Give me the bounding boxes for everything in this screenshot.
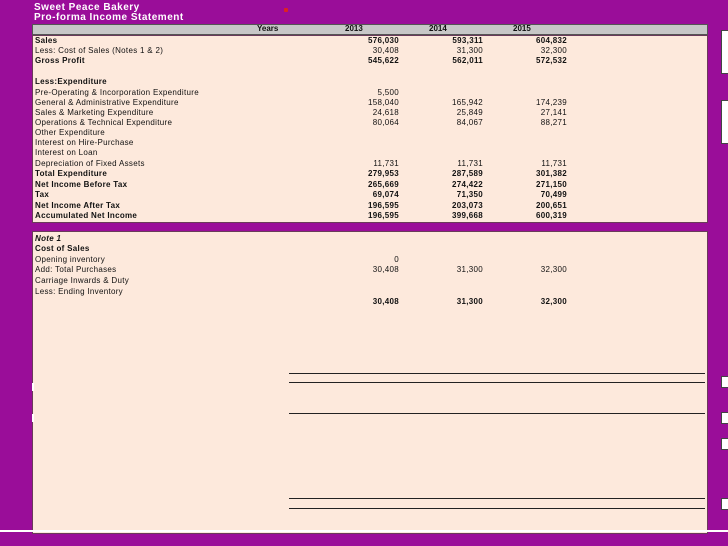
statement-row	[33, 201, 705, 211]
row-label: Interest on Hire-Purchase	[35, 138, 134, 147]
row-label: Pre-Operating & Incorporation Expenditure	[35, 88, 199, 97]
row-label: Net Income After Tax	[35, 201, 121, 210]
bottom-divider	[0, 530, 728, 532]
value-cell: 301,382	[535, 169, 567, 178]
value-cell: 203,073	[451, 201, 483, 210]
margin-tick	[32, 414, 34, 422]
note-row	[33, 276, 705, 286]
value-cell: 279,953	[367, 169, 399, 178]
row-label: Carriage Inwards & Duty	[35, 276, 130, 285]
statement-row	[33, 67, 705, 77]
value-cell: 25,849	[456, 108, 483, 117]
statement-row	[33, 56, 705, 66]
value-cell: 30,408	[372, 265, 399, 274]
row-label: Less:Expenditure	[35, 77, 107, 86]
value-cell: 165,942	[451, 98, 483, 107]
value-cell: 274,422	[451, 180, 483, 189]
company-name: Sweet Peace Bakery	[34, 2, 140, 13]
value-cell: 30,408	[372, 46, 399, 55]
year-2013: 2013	[345, 24, 363, 33]
row-label: Less: Cost of Sales (Notes 1 & 2)	[35, 46, 164, 55]
row-label: Sales	[35, 36, 58, 45]
statement-row	[33, 77, 705, 87]
margin-tick	[32, 383, 34, 391]
value-cell: 71,350	[456, 190, 483, 199]
years-label: Years	[257, 24, 279, 33]
rule-line	[289, 382, 705, 383]
value-cell: 287,589	[451, 169, 483, 178]
row-label: Opening inventory	[35, 255, 106, 264]
statement-row	[33, 88, 705, 98]
value-cell: 545,622	[367, 56, 399, 65]
statement-row	[33, 118, 705, 128]
value-cell: 31,300	[456, 46, 483, 55]
year-2014: 2014	[429, 24, 447, 33]
row-label: Other Expenditure	[35, 128, 106, 137]
value-cell: 562,011	[452, 56, 483, 65]
value-cell: 600,319	[535, 211, 567, 220]
edge-box	[721, 412, 728, 424]
value-cell: 271,150	[535, 180, 567, 189]
statement-row	[33, 36, 705, 46]
value-cell: 88,271	[540, 118, 567, 127]
income-statement-panel	[32, 35, 708, 223]
value-cell: 11,731	[541, 159, 567, 168]
rule-line	[289, 508, 705, 509]
row-label: Net Income Before Tax	[35, 180, 128, 189]
row-label: Depreciation of Fixed Assets	[35, 159, 145, 168]
notes-panel	[32, 231, 708, 534]
statement-row	[33, 190, 705, 200]
value-cell: 31,300	[456, 265, 483, 274]
value-cell: 11,731	[373, 159, 399, 168]
value-cell: 80,064	[372, 118, 399, 127]
value-cell: 5,500	[377, 88, 399, 97]
value-cell: 0	[394, 255, 399, 264]
cell-marker	[284, 8, 288, 12]
value-cell: 196,595	[367, 211, 399, 220]
statement-row	[33, 46, 705, 56]
edge-box	[721, 498, 728, 510]
value-cell: 30,408	[372, 297, 399, 306]
row-label: Accumulated Net Income	[35, 211, 138, 220]
statement-row	[33, 138, 705, 148]
rule-line	[289, 373, 705, 374]
row-label: Total Expenditure	[35, 169, 108, 178]
value-cell: 200,651	[535, 201, 567, 210]
year-header-bar	[32, 24, 708, 35]
rule-line	[289, 413, 705, 414]
value-cell: 174,239	[535, 98, 567, 107]
statement-row	[33, 159, 705, 169]
row-label: Cost of Sales	[35, 244, 90, 253]
value-cell: 27,141	[540, 108, 567, 117]
note-row	[33, 244, 705, 254]
row-label: General & Administrative Expenditure	[35, 98, 179, 107]
value-cell: 70,499	[540, 190, 567, 199]
edge-box	[721, 438, 728, 450]
value-cell: 32,300	[540, 46, 567, 55]
value-cell: 576,030	[367, 36, 399, 45]
note-row	[33, 287, 705, 297]
row-label: Operations & Technical Expenditure	[35, 118, 173, 127]
row-label: Tax	[35, 190, 50, 199]
row-label: Interest on Loan	[35, 148, 98, 157]
statement-row	[33, 108, 705, 118]
statement-row	[33, 98, 705, 108]
year-2015: 2015	[513, 24, 531, 33]
statement-row	[33, 169, 705, 179]
value-cell: 31,300	[456, 297, 483, 306]
value-cell: 158,040	[367, 98, 399, 107]
row-label: Sales & Marketing Expenditure	[35, 108, 154, 117]
value-cell: 265,669	[367, 180, 399, 189]
row-label: Add: Total Purchases	[35, 265, 117, 274]
note-row	[33, 265, 705, 275]
value-cell: 84,067	[456, 118, 483, 127]
statement-row	[33, 180, 705, 190]
note-row	[33, 234, 705, 244]
value-cell: 24,618	[372, 108, 399, 117]
edge-box	[721, 100, 728, 144]
row-label: Gross Profit	[35, 56, 85, 65]
statement-title: Pro-forma Income Statement	[34, 12, 184, 23]
value-cell: 32,300	[540, 265, 567, 274]
statement-row	[33, 128, 705, 138]
value-cell: 572,532	[535, 56, 567, 65]
statement-row	[33, 211, 705, 221]
value-cell: 593,311	[452, 36, 483, 45]
row-label: Note 1	[35, 234, 62, 243]
value-cell: 196,595	[367, 201, 399, 210]
statement-row	[33, 148, 705, 158]
value-cell: 399,668	[451, 211, 483, 220]
value-cell: 69,074	[372, 190, 399, 199]
rule-line	[289, 498, 705, 499]
value-cell: 11,731	[457, 159, 483, 168]
edge-box	[721, 30, 728, 74]
value-cell: 32,300	[540, 297, 567, 306]
edge-box	[721, 376, 728, 388]
value-cell: 604,832	[535, 36, 567, 45]
note-row	[33, 255, 705, 265]
row-label: Less: Ending Inventory	[35, 287, 123, 296]
note-row	[33, 297, 705, 307]
